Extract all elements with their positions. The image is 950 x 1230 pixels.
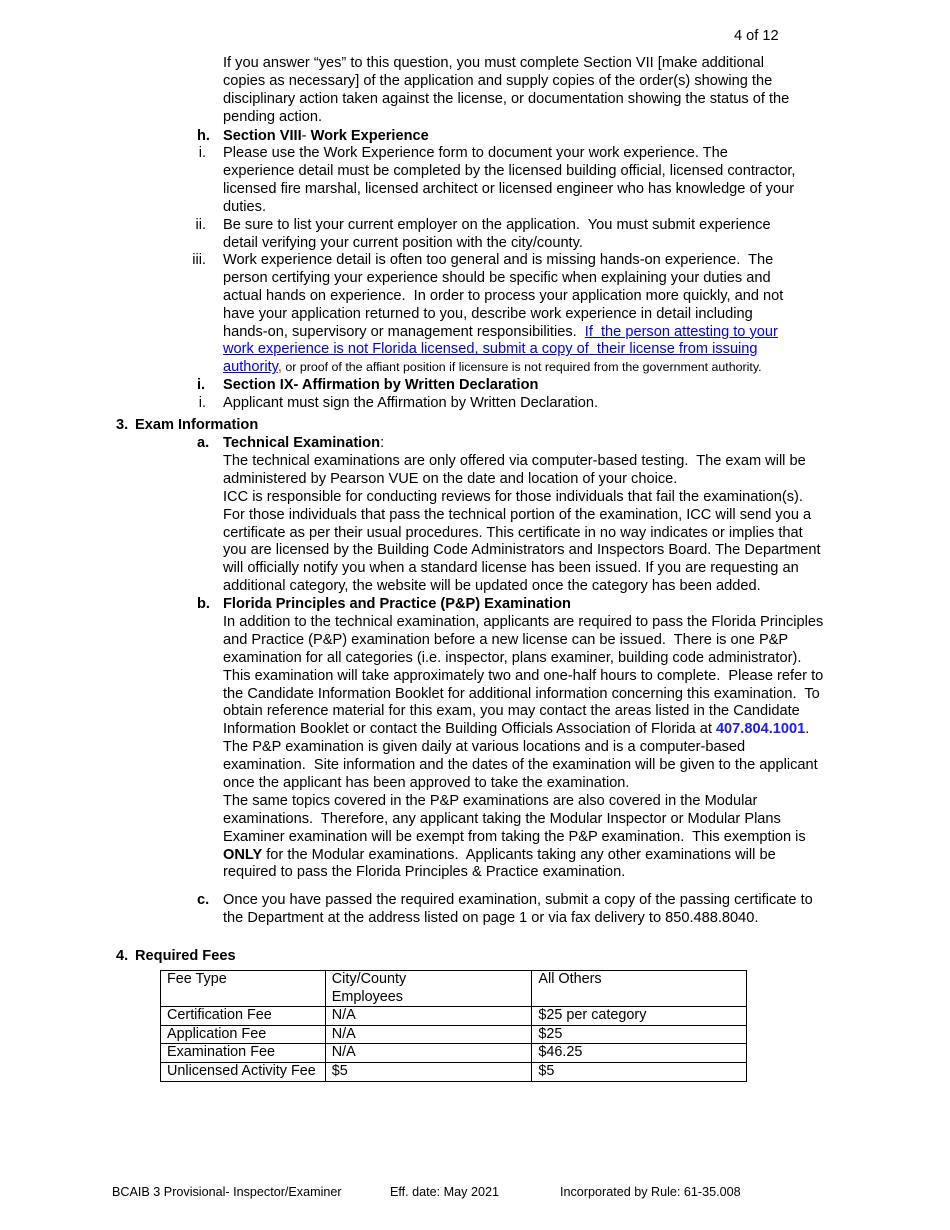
fees-table bbox=[160, 970, 747, 1082]
list-item bbox=[223, 145, 795, 217]
section-title-a: Section VIII bbox=[223, 128, 302, 144]
text-line: experience detail must be completed by the licensed building official, licensed contractor, bbox=[223, 162, 796, 179]
text-segment: . bbox=[805, 721, 810, 738]
table-row bbox=[161, 1044, 747, 1063]
fee-type: Application Fee bbox=[161, 1025, 326, 1044]
fee-type: Certification Fee bbox=[161, 1007, 326, 1026]
text-line: The same topics covered in the P&P examinations are also covered in the Modular bbox=[223, 792, 758, 809]
text-line: In addition to the technical examination, applicants are required to pass the Florida Principles bbox=[223, 614, 824, 630]
text-line: detail verifying your current position with the city/county. bbox=[223, 234, 583, 251]
section-marker: i. bbox=[197, 377, 206, 393]
text-line: required to pass the Florida Principles & Practice examination. bbox=[223, 864, 626, 881]
table-row bbox=[161, 1062, 747, 1081]
section-marker: h. bbox=[197, 128, 210, 144]
section-number: 3. bbox=[116, 417, 129, 433]
city-county-fee: N/A bbox=[325, 1025, 532, 1044]
text-segment: , bbox=[277, 359, 282, 376]
text-line: obtain reference material for this exam, you may contact the areas listed in the Candidate bbox=[223, 703, 800, 720]
footer-rule: Incorporated by Rule: 61-35.008 bbox=[560, 1185, 741, 1199]
hyperlink[interactable]: work experience is not Florida licensed, submit a copy of their license from issuing bbox=[223, 341, 758, 358]
header-cell: All Others bbox=[532, 971, 747, 1007]
city-county-fee: N/A bbox=[325, 1044, 532, 1063]
all-others-fee: $25 per category bbox=[532, 1007, 747, 1026]
all-others-fee: $5 bbox=[532, 1062, 747, 1081]
technical-exam-title: Technical Examination bbox=[223, 435, 381, 451]
text-line: This examination will take approximately two and one-half hours to complete. Please refer to bbox=[223, 667, 824, 684]
text-line: Please use the Work Experience form to document your work experience. The bbox=[223, 145, 728, 161]
text-line: the Department at the address listed on page 1 or via fax delivery to 850.488.8040. bbox=[223, 909, 759, 926]
table-header-row bbox=[161, 971, 747, 1007]
text-line: If you answer “yes” to this question, you must complete Section VII [make additional bbox=[223, 55, 765, 71]
text-line bbox=[223, 359, 783, 377]
text-segment: or proof of the affiant position if licensure is not required from the government authority. bbox=[281, 360, 762, 375]
passing-certificate-paragraph bbox=[223, 892, 813, 928]
text-line: examinations. Therefore, any applicant taking the Modular Inspector or Modular Plans bbox=[223, 810, 781, 827]
text-line: ICC is responsible for conducting reviews for those individuals that fail the examination(s). bbox=[223, 488, 803, 505]
text-segment: Information Booklet or contact the Building Officials Association of Florida at bbox=[223, 721, 716, 738]
section-number: 4. bbox=[116, 948, 129, 964]
section-heading: Exam Information bbox=[135, 417, 259, 433]
text-line: licensed fire marshal, licensed architect or licensed engineer who has knowledge of your bbox=[223, 180, 795, 197]
all-others-fee: $25 bbox=[532, 1025, 747, 1044]
all-others-fee: $46.25 bbox=[532, 1044, 747, 1063]
page-number: 4 of 12 bbox=[734, 28, 779, 44]
text-line: certificate as per their usual procedures. This certificate in no way indicates or implies that bbox=[223, 524, 803, 541]
text-line: administered by Pearson VUE on the date and location of your choice. bbox=[223, 470, 678, 487]
text-line: Work experience detail is often too general and is missing hands-on experience. The bbox=[223, 252, 774, 268]
technical-exam-paragraph bbox=[223, 453, 821, 596]
text-line bbox=[223, 341, 783, 359]
text-line: have your application returned to you, describe work experience in detail including bbox=[223, 305, 753, 322]
section-title-dash: - bbox=[301, 128, 311, 144]
text-line: once the applicant has been approved to take the examination. bbox=[223, 775, 630, 792]
subsection-marker: a. bbox=[197, 435, 210, 451]
list-item bbox=[223, 217, 771, 253]
section-title bbox=[223, 128, 429, 146]
header-cell: Fee Type bbox=[161, 971, 326, 1007]
text-line: actual hands on experience. In order to process your application more quickly, and not bbox=[223, 287, 784, 304]
text-line: disciplinary action taken against the license, or documentation showing the status of the bbox=[223, 90, 790, 107]
pp-exam-paragraph bbox=[223, 614, 823, 882]
list-marker: iii. bbox=[192, 252, 206, 268]
text-line: additional category, the website will be updated once the category has been added. bbox=[223, 578, 761, 595]
text-line: The P&P examination is given daily at various locations and is a computer-based bbox=[223, 739, 746, 756]
text-line: For those individuals that pass the technical portion of the examination, ICC will send you a bbox=[223, 506, 812, 523]
text-line: Be sure to list your current employer on the application. You must submit experience bbox=[223, 217, 771, 233]
text-line: the Candidate Information Booklet for additional information concerning this examination. To bbox=[223, 685, 820, 702]
list-item bbox=[223, 252, 783, 377]
list-marker: i. bbox=[198, 395, 206, 411]
text-segment: hands-on, supervisory or management responsibilities. bbox=[223, 323, 585, 340]
text-line: person certifying your experience should be specific when explaining your duties and bbox=[223, 269, 771, 286]
footer-form-name: BCAIB 3 Provisional- Inspector/Examiner bbox=[112, 1185, 342, 1199]
pp-exam-title: Florida Principles and Practice (P&P) Examination bbox=[223, 596, 571, 612]
table-row bbox=[161, 1007, 747, 1026]
text-line bbox=[223, 847, 823, 865]
intro-paragraph bbox=[223, 55, 789, 127]
text-line: will officially notify you when a standard license has been issued. If you are requesting an bbox=[223, 560, 799, 577]
header-line: City/County bbox=[331, 971, 407, 987]
text-line: pending action. bbox=[223, 108, 322, 125]
section-title-b: Work Experience bbox=[310, 128, 429, 144]
title-suffix: : bbox=[380, 435, 385, 451]
header-cell bbox=[325, 971, 532, 1007]
list-item: Applicant must sign the Affirmation by Written Declaration. bbox=[223, 395, 599, 411]
phone-number: 407.804.1001 bbox=[715, 721, 806, 738]
table-row bbox=[161, 1025, 747, 1044]
subsection-marker: c. bbox=[197, 892, 210, 908]
fee-type: Examination Fee bbox=[161, 1044, 326, 1063]
fee-type: Unlicensed Activity Fee bbox=[161, 1062, 326, 1081]
hyperlink[interactable]: If the person attesting to your bbox=[584, 323, 778, 340]
text-line: duties. bbox=[223, 198, 266, 215]
text-line bbox=[223, 721, 823, 739]
text-line: examination for all categories (i.e. inspector, plans examiner, building code administrator). bbox=[223, 649, 802, 666]
subsection-title bbox=[223, 435, 384, 453]
section-title: Section IX- Affirmation by Written Declaration bbox=[223, 377, 539, 393]
text-line: The technical examinations are only offered via computer-based testing. The exam will be bbox=[223, 453, 806, 469]
text-line: Examiner examination will be exempt from taking the P&P examination. This exemption is bbox=[223, 828, 806, 845]
text-line: and Practice (P&P) examination before a new license can be issued. There is one P&P bbox=[223, 631, 789, 648]
subsection-marker: b. bbox=[197, 596, 210, 612]
text-line bbox=[223, 324, 783, 342]
hyperlink[interactable]: authority bbox=[223, 359, 278, 376]
city-county-fee: N/A bbox=[325, 1007, 532, 1026]
city-county-fee: $5 bbox=[325, 1062, 532, 1081]
section-heading: Required Fees bbox=[135, 948, 236, 964]
text-line: examination. Site information and the dates of the examination will be given to the applicant bbox=[223, 757, 818, 774]
list-marker: ii. bbox=[195, 217, 206, 233]
text-line: Once you have passed the required examination, submit a copy of the passing certificate to bbox=[223, 892, 813, 908]
text-segment: for the Modular examinations. Applicants taking any other examinations will be bbox=[262, 846, 776, 863]
list-marker: i. bbox=[198, 145, 206, 161]
text-line: you are licensed by the Building Code Administrators and Inspectors Board. The Department bbox=[223, 542, 821, 559]
footer-effective-date: Eff. date: May 2021 bbox=[390, 1185, 499, 1199]
text-line: copies as necessary] of the application and supply copies of the order(s) showing the bbox=[223, 72, 773, 89]
header-line: Employees bbox=[331, 988, 403, 1005]
text-segment: ONLY bbox=[223, 846, 263, 863]
